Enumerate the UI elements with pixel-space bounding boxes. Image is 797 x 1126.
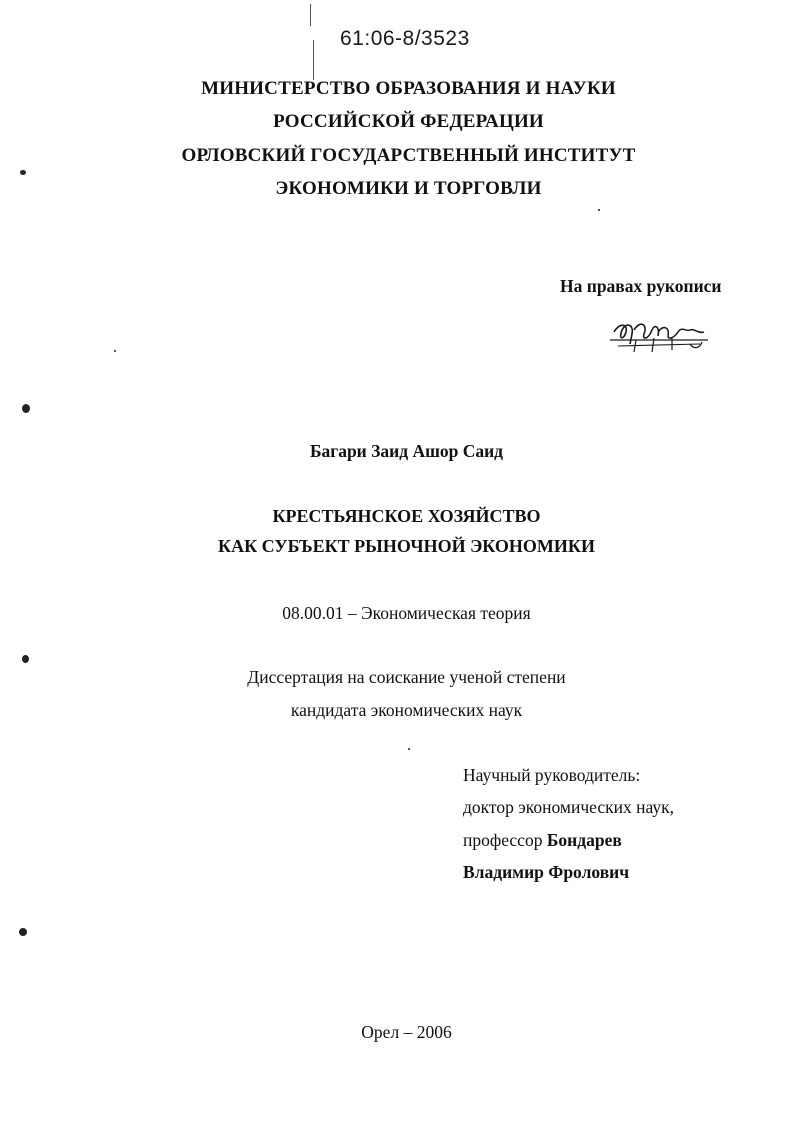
scan-artifact	[22, 404, 30, 413]
degree-line-2: кандидата экономических наук	[290, 700, 523, 720]
scan-artifact	[114, 350, 116, 352]
scan-artifact	[598, 209, 600, 211]
supervisor-label: Научный руководитель:	[463, 765, 641, 785]
archive-stamp-code: 61:06-8/3523	[340, 27, 470, 50]
header-line-institute: ОРЛОВСКИЙ ГОСУДАРСТВЕННЫЙ ИНСТИТУТ	[181, 145, 636, 166]
footer-place: Орел	[361, 1022, 400, 1042]
footer-year: 2006	[416, 1022, 452, 1042]
header-line-federation: РОССИЙСКОЙ ФЕДЕРАЦИИ	[273, 111, 544, 132]
scan-artifact	[313, 40, 314, 80]
specialty-line	[8, 603, 797, 624]
supervisor-given-names: Владимир Фролович	[463, 862, 630, 882]
specialty-separator: –	[347, 603, 357, 623]
specialty-name: Экономическая теория	[361, 603, 531, 623]
header-line-economics: ЭКОНОМИКИ И ТОРГОВЛИ	[275, 178, 542, 199]
footer-separator: –	[403, 1022, 413, 1042]
supervisor-surname: Бондарев	[546, 830, 622, 850]
scan-artifact	[22, 655, 29, 663]
degree-line-1: Диссертация на соискание ученой степени	[247, 667, 566, 687]
title-line-2: КАК СУБЪЕКТ РЫНОЧНОЙ ЭКОНОМИКИ	[218, 536, 595, 556]
specialty-code: 08.00.01	[282, 603, 344, 623]
supervisor-rank: профессор	[463, 830, 543, 850]
title-line-1: КРЕСТЬЯНСКОЕ ХОЗЯЙСТВО	[272, 506, 541, 526]
place-year-footer	[8, 1022, 797, 1043]
supervisor-rank-line	[463, 830, 622, 851]
scan-artifact	[20, 170, 26, 175]
author-name: Багари Заид Ашор Саид	[309, 441, 504, 461]
scan-artifact	[310, 4, 311, 26]
manuscript-rights-label: На правах рукописи	[560, 276, 722, 296]
supervisor-degree: доктор экономических наук,	[463, 797, 674, 817]
scan-artifact	[19, 928, 27, 936]
scan-artifact	[408, 748, 410, 750]
header-line-ministry: МИНИСТЕРСТВО ОБРАЗОВАНИЯ И НАУКИ	[201, 78, 616, 99]
author-signature	[608, 318, 712, 358]
